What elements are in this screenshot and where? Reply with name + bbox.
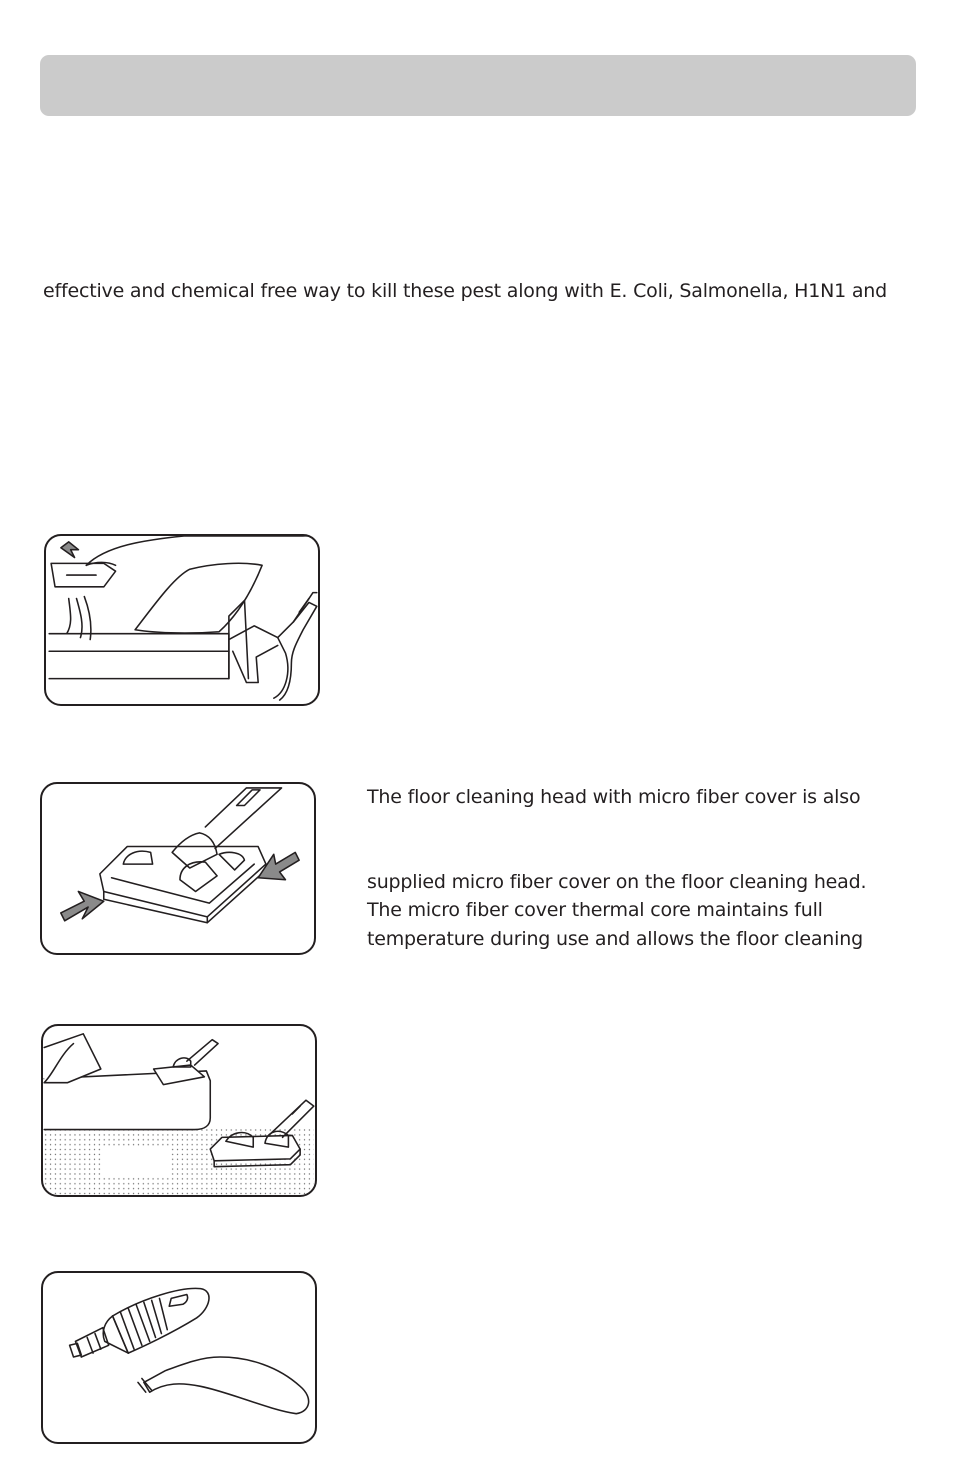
upholstery-illustration [44, 534, 320, 706]
floor-head-text-line-2: supplied micro fiber cover on the floor cleaning head. [367, 871, 867, 893]
nozzle-attachments-illustration [41, 1271, 317, 1444]
floor-head-usage-illustration [41, 1024, 317, 1197]
floor-head-cover-illustration [40, 782, 316, 955]
intro-text-line: effective and chemical free way to kill these pest along with E. Coli, Salmonella, H1N1 and [43, 280, 888, 302]
floor-head-text-line-1: The floor cleaning head with micro fiber cover is also [367, 786, 861, 808]
floor-head-text-line-3: The micro fiber cover thermal core maintains full [367, 899, 823, 921]
floor-head-text-line-4: temperature during use and allows the floor cleaning [367, 928, 863, 950]
section-header-band [40, 55, 916, 116]
